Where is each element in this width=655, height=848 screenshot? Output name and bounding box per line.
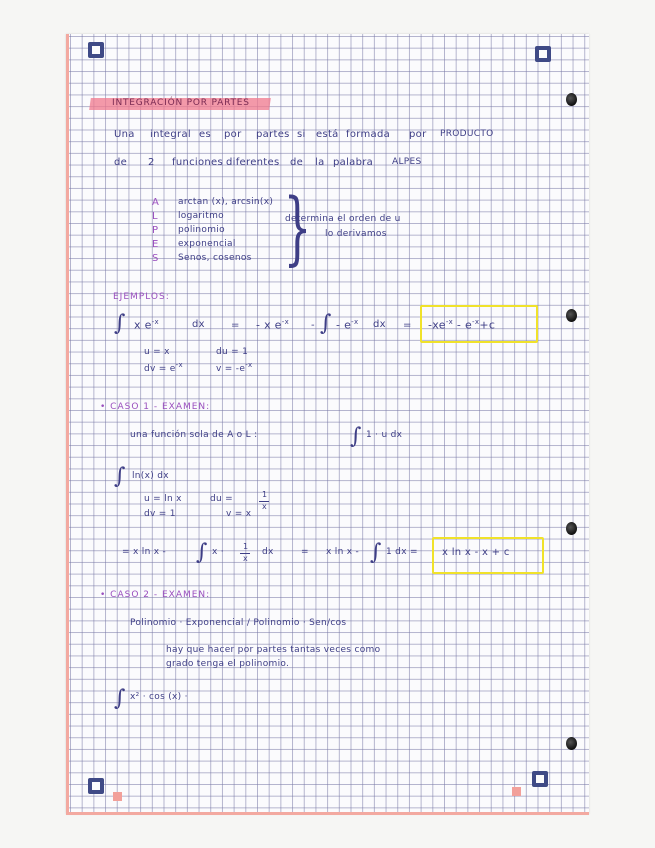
fraction-num: 1 xyxy=(243,542,249,551)
intro-word: por xyxy=(409,129,427,140)
alpes-note: lo derivamos xyxy=(325,229,387,239)
substitution: dv = $e^{-x}$ xyxy=(144,361,183,374)
caso2-note: hay que hacer por partes tantas veces como xyxy=(166,645,381,655)
caso1-desc: una función sola de A o L : xyxy=(130,430,258,440)
caso1-step: = x ln x - xyxy=(122,547,167,557)
alpes-word: polinomio xyxy=(178,225,225,235)
intro-word: es xyxy=(199,129,211,140)
intro-word: funciones xyxy=(172,157,223,168)
alpes-letter: A xyxy=(152,197,160,208)
alpes-letter: L xyxy=(152,211,158,222)
intro-word: partes xyxy=(256,129,290,140)
result-expr: $-xe^{-x} - e^{-x}+c$ xyxy=(428,318,496,332)
caso1-step: dx xyxy=(262,547,274,557)
substitution: u = ln x xyxy=(144,494,182,504)
alpes-word: Senos, cosenos xyxy=(178,253,252,263)
caso2-note: grado tenga el polinomio. xyxy=(166,659,290,669)
math-expr: - xyxy=(311,320,315,331)
math-expr: = xyxy=(231,320,240,331)
fraction-den: x xyxy=(243,554,249,563)
corner-marker-icon xyxy=(532,771,548,787)
intro-word: de xyxy=(290,157,304,168)
result-expr: x ln x - x + c xyxy=(442,547,510,558)
math-expr: x $e^{-x}$ xyxy=(134,318,159,332)
pink-mark xyxy=(113,792,122,801)
substitution: u = x xyxy=(144,347,170,357)
section-heading-caso2: • CASO 2 - EXAMEN: xyxy=(100,590,211,600)
intro-word: diferentes xyxy=(226,157,280,168)
substitution: du = 1 xyxy=(216,347,249,357)
intro-word: por xyxy=(224,129,242,140)
caso1-step: x ln x - xyxy=(326,547,360,557)
alpes-letter: E xyxy=(152,239,159,250)
substitution: v = x xyxy=(226,509,252,519)
binder-hole xyxy=(566,522,577,535)
fraction-den: x xyxy=(262,502,268,511)
intro-word: de xyxy=(114,157,128,168)
corner-marker-icon xyxy=(535,46,551,62)
binder-hole xyxy=(566,93,577,106)
corner-marker-icon xyxy=(88,778,104,794)
math-expr: dx xyxy=(192,319,205,330)
pink-mark xyxy=(512,787,521,796)
caso1-integral: ln(x) dx xyxy=(132,471,169,481)
corner-marker-icon xyxy=(88,42,104,58)
intro-word: ALPES xyxy=(392,157,422,167)
curly-brace: } xyxy=(283,181,312,274)
section-heading-caso1: • CASO 1 - EXAMEN: xyxy=(100,402,211,412)
math-expr: = xyxy=(403,320,412,331)
math-expr: dx xyxy=(373,319,386,330)
intro-word: formada xyxy=(346,129,391,140)
caso2-integral: x² · cos (x) · xyxy=(130,692,188,702)
sheet-edge xyxy=(66,812,589,815)
math-expr: - x $e^{-x}$ xyxy=(256,318,290,332)
intro-word: si xyxy=(297,129,306,140)
binder-hole xyxy=(566,309,577,322)
alpes-letter: P xyxy=(152,225,159,236)
intro-word: la xyxy=(315,157,325,168)
substitution: du = xyxy=(210,494,234,504)
intro-word: está xyxy=(316,129,339,140)
binder-hole xyxy=(566,737,577,750)
integral-sign: ∫ xyxy=(114,311,126,336)
caso1-step: = xyxy=(301,547,309,557)
intro-word: integral xyxy=(150,129,191,140)
integral-sign: ∫ xyxy=(350,424,362,449)
section-heading-ejemplos: EJEMPLOS: xyxy=(113,292,170,302)
fraction-num: 1 xyxy=(262,490,268,499)
alpes-letter: S xyxy=(152,253,159,264)
intro-word: PRODUCTO xyxy=(440,129,494,139)
alpes-note: determina el orden de u xyxy=(285,214,401,224)
caso1-step: x · xyxy=(212,547,224,557)
intro-word: Una xyxy=(114,129,135,140)
caso2-combo: Polinomio · Exponencial / Polinomio · Sen/cos xyxy=(130,618,347,628)
alpes-word: logaritmo xyxy=(178,211,224,221)
integral-sign: ∫ xyxy=(320,311,332,336)
page-title: INTEGRACIÓN POR PARTES xyxy=(112,98,250,108)
integral-sign: ∫ xyxy=(370,540,382,565)
caso1-step: 1 dx = xyxy=(386,547,418,557)
alpes-word: exponencial xyxy=(178,239,236,249)
caso1-desc-integrand: 1 · u dx xyxy=(366,430,403,440)
sheet-edge xyxy=(66,34,69,814)
intro-word: palabra xyxy=(333,157,374,168)
math-expr: - $e^{-x}$ xyxy=(336,318,359,332)
substitution: $v = -e^{-x}$ xyxy=(216,361,253,374)
integral-sign: ∫ xyxy=(114,686,126,711)
substitution: dv = 1 xyxy=(144,509,176,519)
integral-sign: ∫ xyxy=(196,540,208,565)
intro-word: 2 xyxy=(148,157,155,168)
alpes-word: arctan (x), arcsin(x) xyxy=(178,197,274,207)
integral-sign: ∫ xyxy=(114,464,126,489)
